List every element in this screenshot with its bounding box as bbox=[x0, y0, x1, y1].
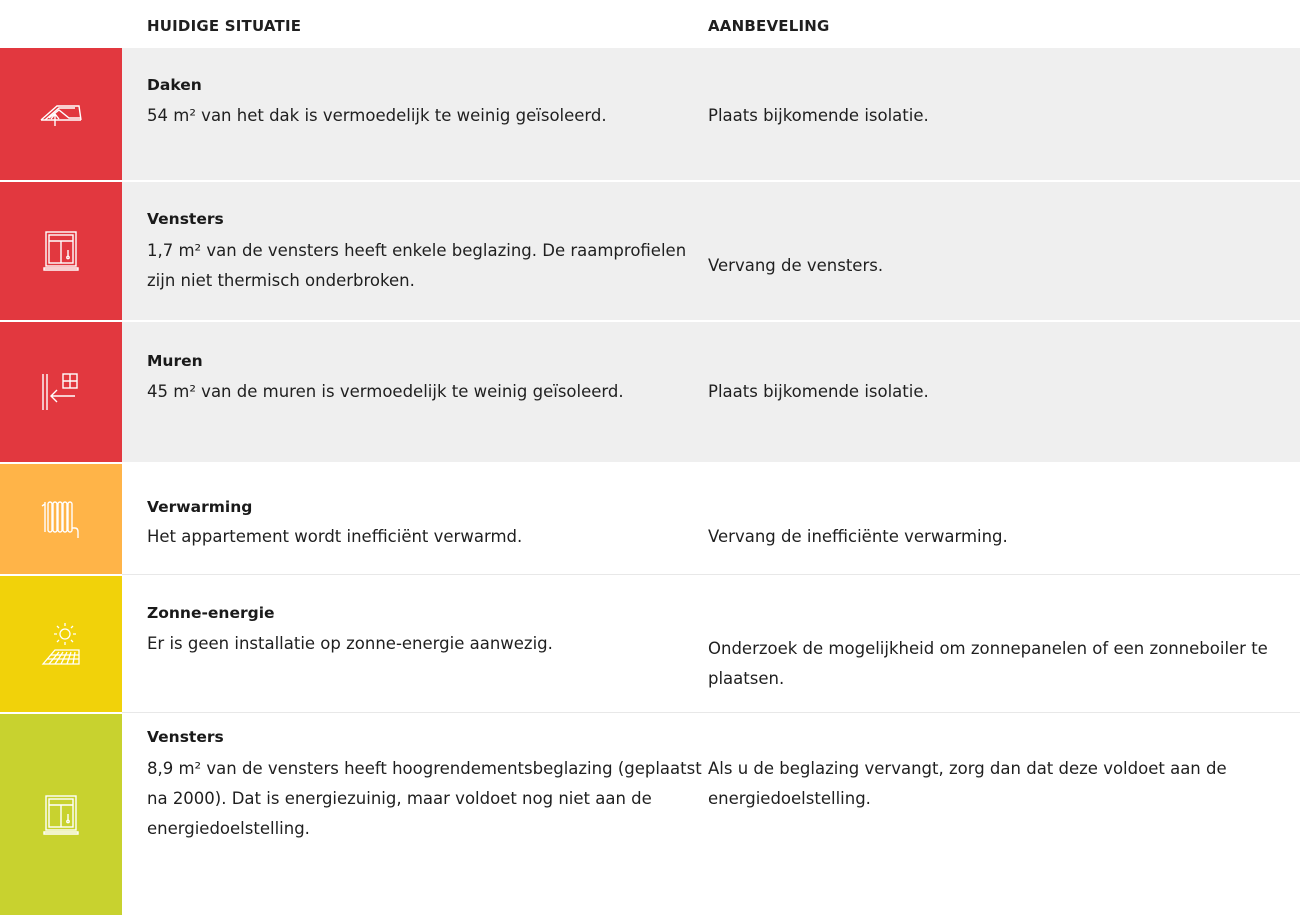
table-row bbox=[0, 48, 1300, 180]
row-title: Verwarming bbox=[147, 498, 253, 516]
table-row bbox=[0, 714, 1300, 915]
row-content bbox=[122, 48, 1300, 180]
category-tile bbox=[0, 322, 122, 462]
row-divider bbox=[122, 574, 1300, 575]
row-content bbox=[122, 322, 1300, 462]
category-tile bbox=[0, 576, 122, 712]
table-row bbox=[0, 464, 1300, 574]
row-recommendation: Plaats bijkomende isolatie. bbox=[708, 106, 929, 125]
row-title: Daken bbox=[147, 76, 202, 94]
row-title: Muren bbox=[147, 352, 203, 370]
category-tile bbox=[0, 714, 122, 915]
table-row bbox=[0, 322, 1300, 462]
row-description: Er is geen installatie op zonne-energie aanwezig. bbox=[147, 634, 553, 653]
row-title: Zonne-energie bbox=[147, 604, 275, 622]
category-tile bbox=[0, 464, 122, 574]
row-content bbox=[122, 714, 1300, 915]
row-recommendation: Plaats bijkomende isolatie. bbox=[708, 382, 929, 401]
category-tile bbox=[0, 48, 122, 180]
row-recommendation: Als u de beglazing vervangt, zorg dan dat deze voldoet aan de energiedoelstelling. bbox=[708, 759, 1227, 808]
table-row bbox=[0, 576, 1300, 712]
row-description: Het appartement wordt inefficiënt verwarmd. bbox=[147, 527, 523, 546]
window-icon bbox=[43, 230, 79, 272]
row-content bbox=[122, 464, 1300, 574]
row-recommendation: Vervang de vensters. bbox=[708, 256, 884, 275]
row-recommendation: Onderzoek de mogelijkheid om zonnepanelen of een zonneboiler te plaatsen. bbox=[708, 639, 1268, 688]
solar-icon bbox=[41, 622, 81, 666]
current-situation-heading: HUIDIGE SITUATIE bbox=[147, 17, 302, 35]
row-title: Vensters bbox=[147, 728, 224, 746]
row-description: 1,7 m² van de vensters heeft enkele beglazing. De raamprofielen zijn niet thermisch onderbroken. bbox=[147, 241, 687, 290]
row-divider bbox=[122, 712, 1300, 713]
category-tile bbox=[0, 182, 122, 320]
table-header bbox=[0, 0, 1300, 48]
recommendation-heading: AANBEVELING bbox=[708, 17, 830, 35]
roof-icon bbox=[39, 100, 83, 128]
row-description: 8,9 m² van de vensters heeft hoogrendementsbeglazing (geplaatst na 2000). Dat is energiezuinig, maar voldoet nog niet aan de energiedoelstelling. bbox=[147, 759, 702, 838]
row-content bbox=[122, 182, 1300, 320]
window-icon bbox=[43, 794, 79, 836]
row-content bbox=[122, 576, 1300, 712]
table-row bbox=[0, 182, 1300, 320]
row-title: Vensters bbox=[147, 210, 224, 228]
row-description: 54 m² van het dak is vermoedelijk te weinig geïsoleerd. bbox=[147, 106, 607, 125]
radiator-icon bbox=[41, 498, 81, 540]
wall-icon bbox=[41, 372, 81, 412]
row-description: 45 m² van de muren is vermoedelijk te weinig geïsoleerd. bbox=[147, 382, 624, 401]
row-recommendation: Vervang de inefficiënte verwarming. bbox=[708, 527, 1008, 546]
